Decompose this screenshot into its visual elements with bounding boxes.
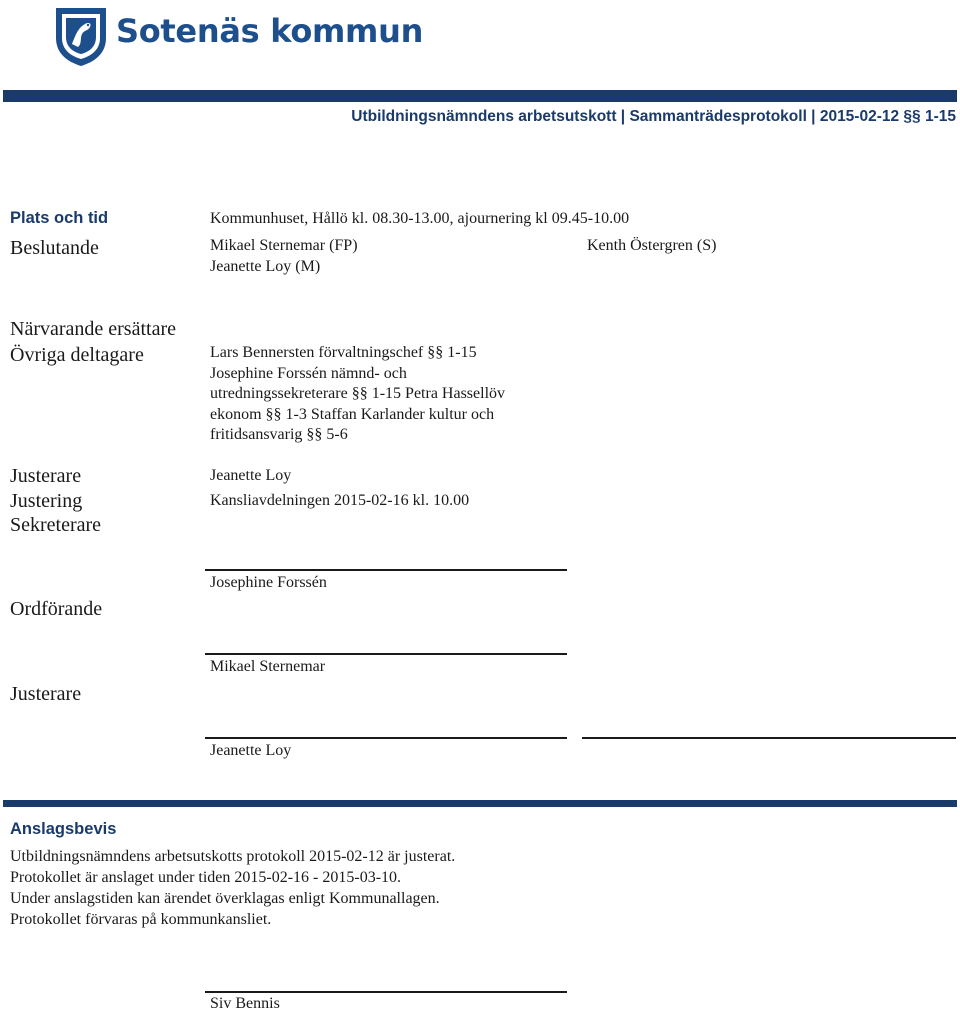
others-line: Lars Bennersten förvaltningschef §§ 1-15 xyxy=(210,344,477,361)
signature-line-chair xyxy=(205,653,567,655)
notice-signer-name: Siv Bennis xyxy=(210,995,280,1012)
adjustment-label: Justering xyxy=(10,490,83,512)
chair-name: Mikael Sternemar xyxy=(210,658,326,675)
others-line: ekonom §§ 1-3 Staffan Karlander kultur och xyxy=(210,405,495,423)
adjuster-label: Justerare xyxy=(10,465,82,487)
others-line: fritidsansvarig §§ 5-6 xyxy=(210,426,348,443)
notice-line: Protokollet är anslaget under tiden 2015-02-16 - 2015-03-10. xyxy=(10,869,402,886)
others-line: Josephine Forssén nämnd- och xyxy=(210,364,407,382)
place-label: Plats och tid xyxy=(10,209,109,227)
secretary-name: Josephine Forssén xyxy=(210,574,327,591)
signature-line-adjuster xyxy=(205,737,567,739)
signature-line-secretary xyxy=(205,569,567,571)
adjustment-value: Kansliavdelningen 2015-02-16 kl. 10.00 xyxy=(210,492,470,509)
sotenas-coat-of-arms-icon xyxy=(52,4,110,68)
deciding-member: Mikael Sternemar (FP) xyxy=(210,237,358,254)
others-label: Övriga deltagare xyxy=(10,344,144,366)
notice-line: Utbildningsnämndens arbetsutskotts protokoll 2015-02-12 är justerat. xyxy=(10,848,456,865)
signature-line-notice xyxy=(205,991,567,993)
chair-label: Ordförande xyxy=(10,598,103,620)
header-bar xyxy=(3,90,957,102)
adjuster-value: Jeanette Loy xyxy=(210,467,292,484)
place-value: Kommunhuset, Hållö kl. 08.30-13.00, ajournering kl 09.45-10.00 xyxy=(210,210,630,227)
notice-bar xyxy=(3,800,957,807)
signature-adjuster-label: Justerare xyxy=(10,683,82,705)
notice-line: Protokollet förvaras på kommunkansliet. xyxy=(10,911,272,928)
deciding-member-right: Kenth Östergren (S) xyxy=(587,237,717,254)
adjuster-name: Jeanette Loy xyxy=(210,742,292,759)
brand-name: Sotenäs kommun xyxy=(116,12,424,50)
others-line: utredningssekreterare §§ 1-15 Petra Hassellöv xyxy=(210,385,506,402)
secretary-label: Sekreterare xyxy=(10,514,102,536)
substitutes-label: Närvarande ersättare xyxy=(10,318,176,340)
notice-line: Under anslagstiden kan ärendet överklagas enligt Kommunallagen. xyxy=(10,890,440,907)
notice-body xyxy=(10,846,455,930)
notice-heading: Anslagsbevis xyxy=(10,820,117,838)
signature-line-adjuster-second xyxy=(582,737,956,739)
others-value xyxy=(210,343,535,446)
deciding-member: Jeanette Loy (M) xyxy=(210,258,321,275)
document-title: Utbildningsnämndens arbetsutskott | Sammanträdesprotokoll | 2015-02-12 §§ 1-15 xyxy=(351,108,956,125)
deciding-label: Beslutande xyxy=(10,237,99,259)
